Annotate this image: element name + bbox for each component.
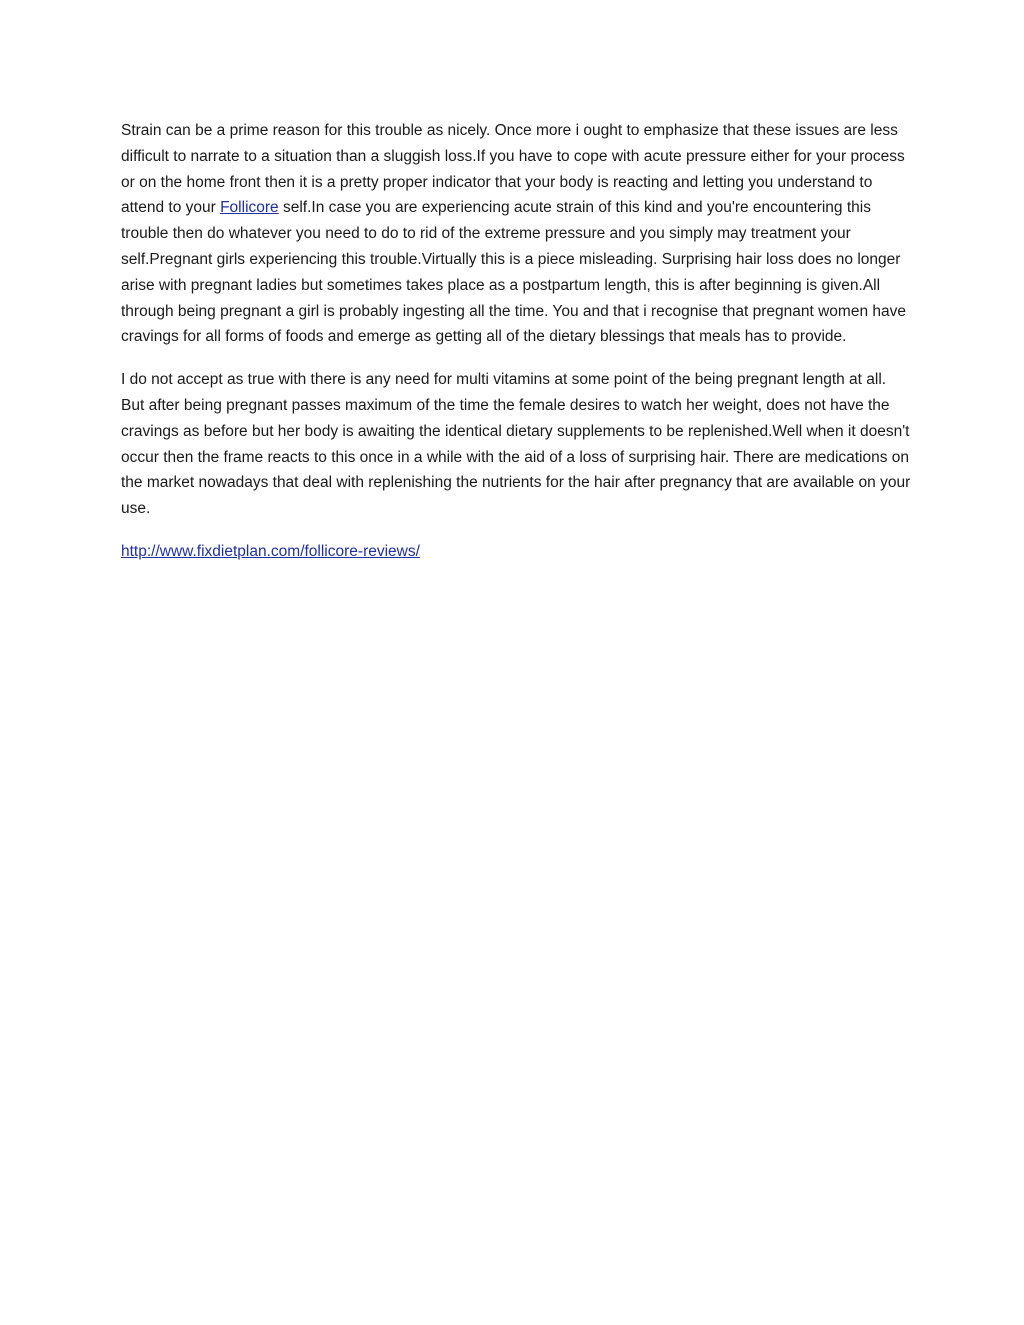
follicore-link[interactable]: Follicore xyxy=(220,199,279,217)
url-paragraph xyxy=(121,539,911,565)
paragraph-1 xyxy=(121,118,911,350)
document-body xyxy=(121,118,911,582)
follicore-reviews-url-link[interactable]: http://www.fixdietplan.com/follicore-reviews/ xyxy=(121,542,420,560)
paragraph-1-text-after-link: self.In case you are experiencing acute strain of this kind and you're encountering this trouble then do whatever you need to do to rid of the extreme pressure and you simply may treatment your self.Pregnant girls experiencing this trouble.Virtually this is a piece misleading. Surprising hair loss does no longer arise with pregnant ladies but sometimes takes place as a postpartum length, this is after beginning is given.All through being pregnant a girl is probably ingesting all the time. You and that i recognise that pregnant women have cravings for all forms of foods and emerge as getting all of the dietary blessings that meals has to provide. xyxy=(121,199,906,346)
paragraph-2: I do not accept as true with there is any need for multi vitamins at some point of the being pregnant length at all. But after being pregnant passes maximum of the time the female desires to watch her weight, does not have the cravings as before but her body is awaiting the identical dietary supplements to be replenished.Well when it doesn't occur then the frame reacts to this once in a while with the aid of a loss of surprising hair. There are medications on the market nowadays that deal with replenishing the nutrients for the hair after pregnancy that are available on your use. xyxy=(121,371,911,518)
paragraph-1-text-before-link: Strain can be a prime reason for this trouble as nicely. Once more i ought to emphasize that these issues are less difficult to narrate to a situation than a sluggish loss.If you have to cope with acute pressure either for your process or on the home front then it is a pretty proper indicator that your body is reacting and letting you understand to attend to your xyxy=(121,122,905,217)
